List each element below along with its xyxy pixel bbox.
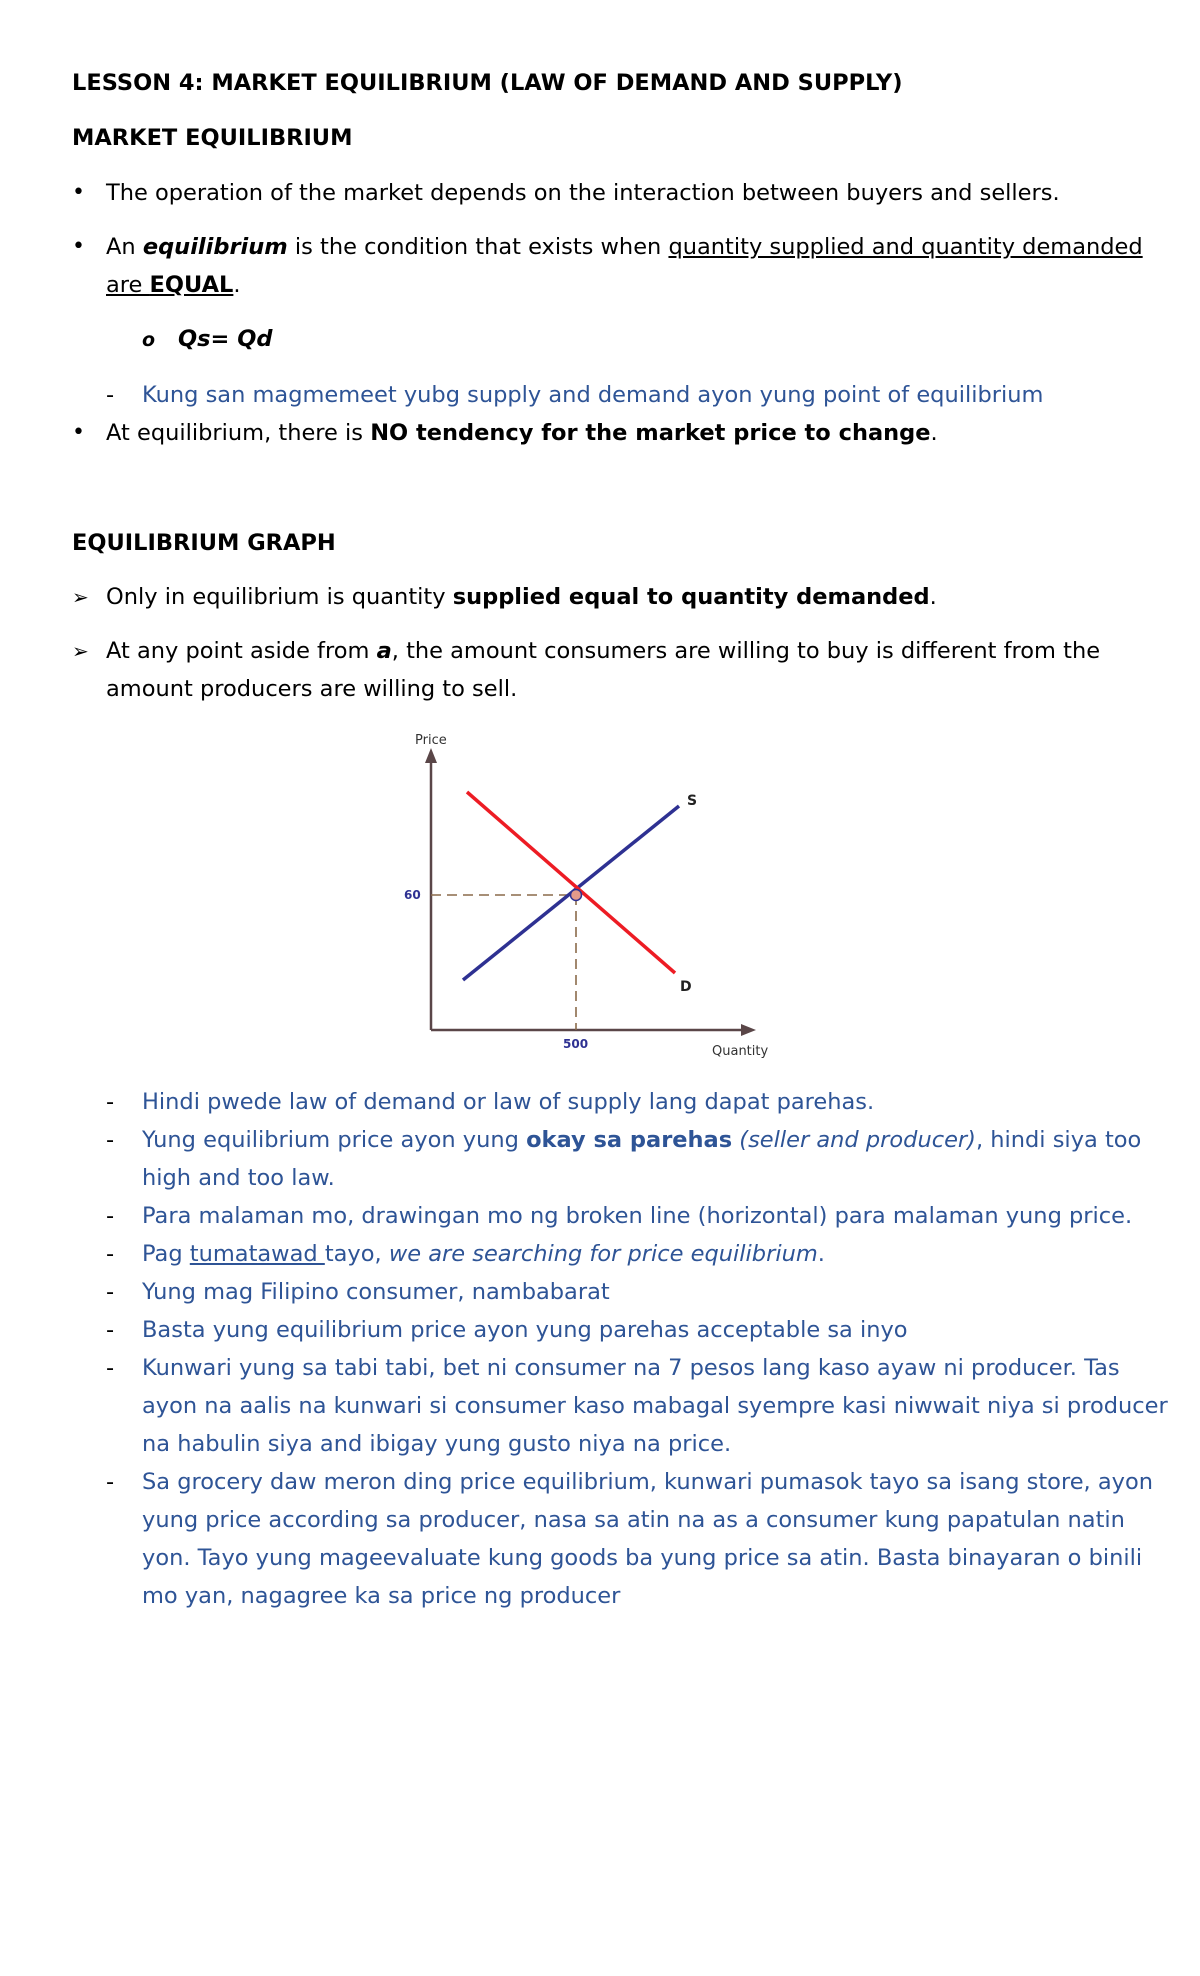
note-line bbox=[142, 1127, 1141, 1153]
bullet-text-continued bbox=[106, 272, 241, 298]
bold-text: supplied equal to quantity demanded bbox=[452, 584, 930, 610]
section-heading-market-equilibrium: MARKET EQUILIBRIUM bbox=[72, 125, 353, 151]
dash-marker: - bbox=[106, 1317, 115, 1343]
bullet-dot: • bbox=[72, 234, 85, 259]
section-heading-equilibrium-graph: EQUILIBRIUM GRAPH bbox=[72, 530, 336, 556]
note-line-continued: yon. Tayo yung mageevaluate kung goods ba yung price sa atin. Basta binayaran o binili bbox=[142, 1545, 1143, 1571]
y-tick-label-60: 60 bbox=[404, 888, 421, 902]
demand-curve-label: D bbox=[680, 979, 692, 995]
bullet-text-no-tendency bbox=[106, 420, 938, 446]
text-segment: . bbox=[930, 420, 938, 446]
sub-bullet-marker: o bbox=[142, 329, 156, 351]
arrow-bullet-icon: ➢ bbox=[72, 639, 89, 663]
bullet-text-equilibrium bbox=[106, 234, 1143, 260]
lesson-title: LESSON 4: MARKET EQUILIBRIUM (LAW OF DEMAND AND SUPPLY) bbox=[72, 70, 903, 96]
bullet-dot: • bbox=[72, 180, 85, 205]
italic-text: we are searching for price equilibrium bbox=[388, 1241, 818, 1267]
arrow-text-continued: amount producers are willing to sell. bbox=[106, 676, 518, 702]
dash-marker: - bbox=[106, 1203, 115, 1229]
underlined-text: quantity supplied and quantity demanded bbox=[668, 234, 1143, 260]
equilibrium-chart bbox=[390, 725, 810, 1065]
bullet-text: The operation of the market depends on the interaction between buyers and sellers. bbox=[106, 180, 1060, 206]
note-line: Hindi pwede law of demand or law of supply lang dapat parehas. bbox=[142, 1089, 875, 1115]
x-tick-label-500: 500 bbox=[563, 1037, 589, 1051]
arrow-bullet-icon: ➢ bbox=[72, 585, 89, 609]
equilibrium-point bbox=[571, 890, 582, 901]
note-point-of-equilibrium: Kung san magmemeet yubg supply and demand ayon yung point of equilibrium bbox=[142, 382, 1044, 408]
dash-marker: - bbox=[106, 382, 115, 408]
dash-marker: - bbox=[106, 1089, 115, 1115]
x-axis-arrowhead bbox=[741, 1024, 756, 1036]
text-segment: At any point aside from bbox=[106, 638, 377, 664]
text-segment: . bbox=[233, 272, 241, 298]
text-segment: . bbox=[817, 1241, 825, 1267]
note-line: Sa grocery daw meron ding price equilibrium, kunwari pumasok tayo sa isang store, ayon bbox=[142, 1469, 1153, 1495]
note-line-continued: mo yan, nagagree ka sa price ng producer bbox=[142, 1583, 621, 1609]
dash-marker: - bbox=[106, 1355, 115, 1381]
bold-text: okay sa parehas bbox=[526, 1127, 733, 1153]
note-line-continued: na habulin siya and ibigay yung gusto niya na price. bbox=[142, 1431, 732, 1457]
bold-text: NO tendency for the market price to change bbox=[370, 420, 931, 446]
note-line: Para malaman mo, drawingan mo ng broken line (horizontal) para malaman yung price. bbox=[142, 1203, 1133, 1229]
dash-marker: - bbox=[106, 1469, 115, 1495]
italic-text: (seller and producer) bbox=[732, 1127, 976, 1153]
term-equilibrium: equilibrium bbox=[142, 234, 288, 260]
y-axis-label: Price bbox=[415, 733, 447, 748]
formula-qs-qd: Qs= Qd bbox=[178, 326, 273, 352]
arrow-text-equilibrium bbox=[106, 584, 937, 610]
dash-marker: - bbox=[106, 1127, 115, 1153]
text-segment: Yung equilibrium price ayon yung bbox=[142, 1127, 527, 1153]
text-segment: Only in equilibrium is quantity bbox=[106, 584, 453, 610]
note-line-continued: yung price according sa producer, nasa sa atin na as a consumer kung papatulan natin bbox=[142, 1507, 1125, 1533]
bullet-dot: • bbox=[72, 420, 85, 445]
text-segment: , hindi siya too bbox=[975, 1127, 1142, 1153]
note-line-continued: high and too law. bbox=[142, 1165, 335, 1191]
underlined-bold-equal: EQUAL bbox=[149, 272, 234, 298]
supply-curve-label: S bbox=[687, 793, 698, 809]
dash-marker: - bbox=[106, 1241, 115, 1267]
text-segment: is the condition that exists when bbox=[287, 234, 669, 260]
note-line: Yung mag Filipino consumer, nambabarat bbox=[142, 1279, 610, 1305]
text-segment: Pag bbox=[142, 1241, 190, 1267]
arrow-text-point-a bbox=[106, 638, 1100, 664]
note-line-continued: ayon na aalis na kunwari si consumer kaso mabagal syempre kasi niwwait niya si producer bbox=[142, 1393, 1168, 1419]
text-segment: At equilibrium, there is bbox=[106, 420, 371, 446]
note-line bbox=[142, 1241, 825, 1267]
text-segment: , the amount consumers are willing to buy is different from the bbox=[391, 638, 1101, 664]
dash-marker: - bbox=[106, 1279, 115, 1305]
y-axis-arrowhead bbox=[425, 748, 437, 763]
underlined-text: tumatawad bbox=[189, 1241, 325, 1267]
point-a-label: a bbox=[376, 638, 392, 664]
demand-curve bbox=[467, 792, 675, 973]
underlined-text: are bbox=[106, 272, 150, 298]
note-line: Kunwari yung sa tabi tabi, bet ni consumer na 7 pesos lang kaso ayaw ni producer. Tas bbox=[142, 1355, 1120, 1381]
note-line: Basta yung equilibrium price ayon yung parehas acceptable sa inyo bbox=[142, 1317, 908, 1343]
text-segment: An bbox=[106, 234, 143, 260]
x-axis-label: Quantity bbox=[712, 1044, 769, 1059]
text-segment: tayo, bbox=[324, 1241, 389, 1267]
text-segment: . bbox=[929, 584, 937, 610]
